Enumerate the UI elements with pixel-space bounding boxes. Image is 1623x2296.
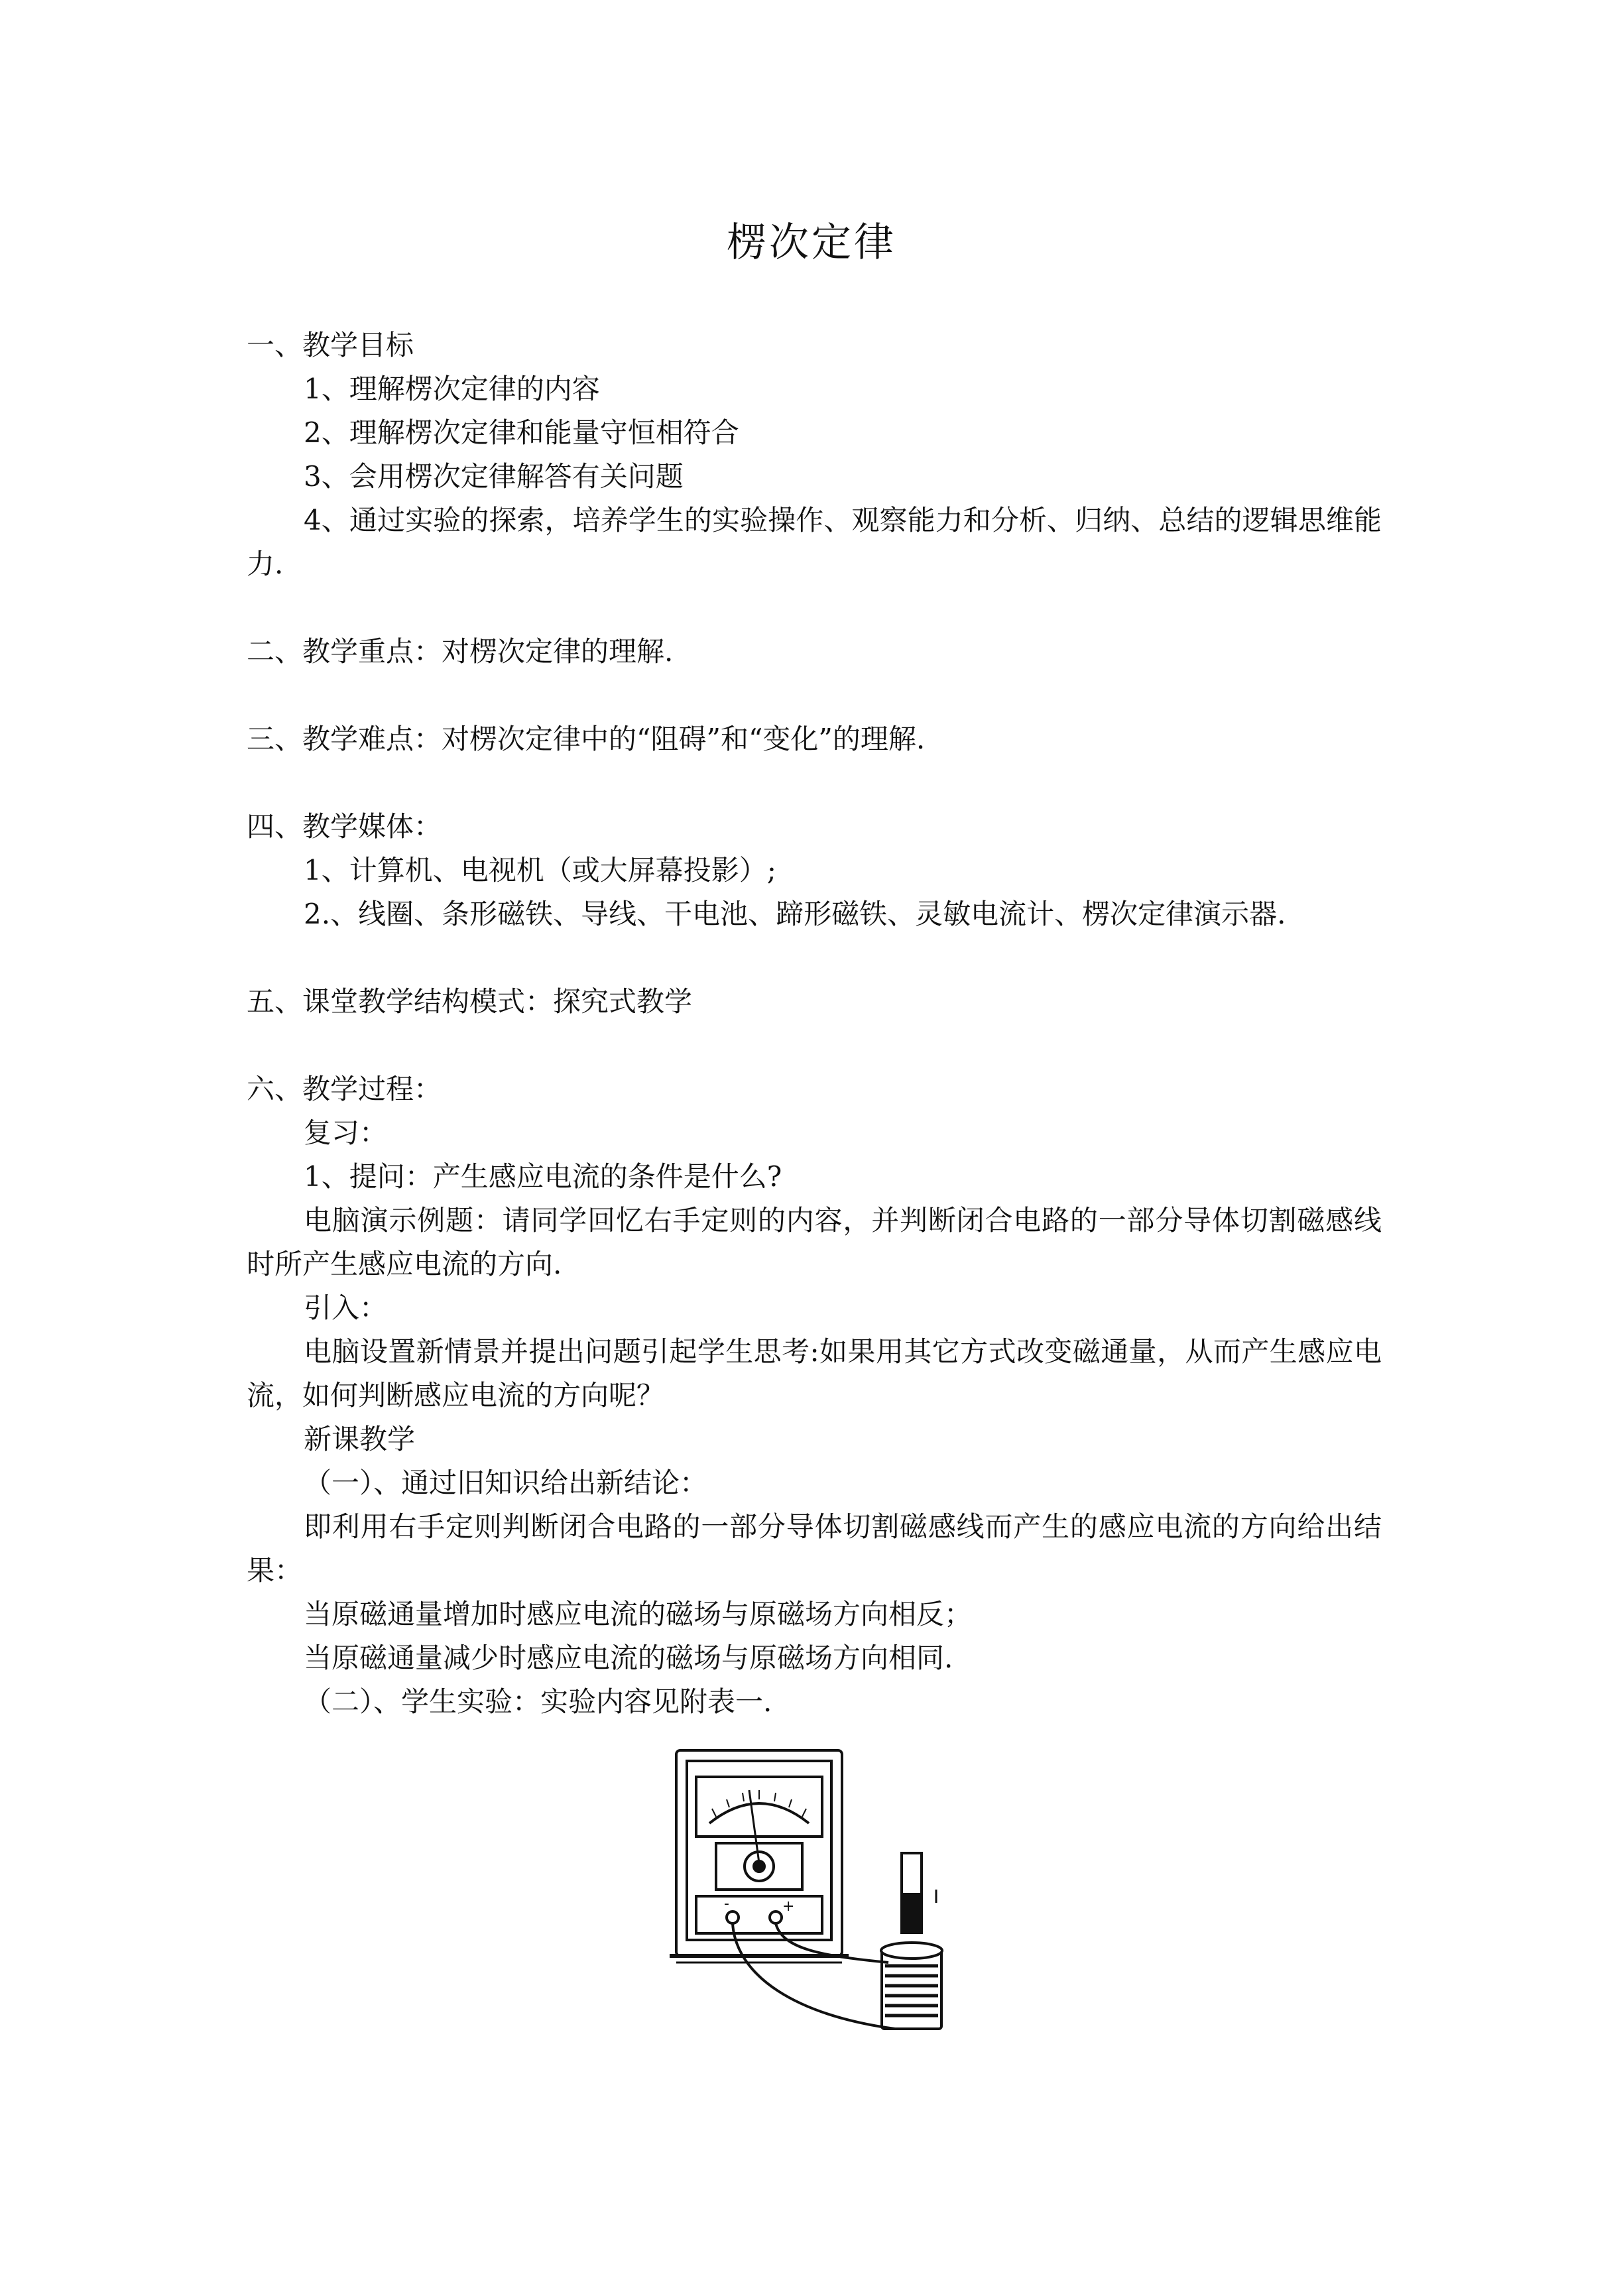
scale-window xyxy=(696,1777,822,1837)
page-title: 楞次定律 xyxy=(727,219,896,266)
terminal-minus-label: - xyxy=(724,1896,729,1912)
objective-3: 3、会用楞次定律解答有关问题 xyxy=(304,460,684,493)
terminal-minus xyxy=(727,1911,739,1923)
intro-text: 电脑设置新情景并提出问题引起学生思考:如果用其它方式改变磁通量，从而产生感应电流，如何判断感应电流的方向呢？ xyxy=(247,1335,1382,1412)
section-2-heading: 二、教学重点：对楞次定律的理解. xyxy=(247,635,674,668)
part-2-label: （二）、学生实验：实验内容见附表一. xyxy=(304,1685,772,1718)
scale-arc xyxy=(709,1803,809,1823)
section-1-heading: 一、教学目标 xyxy=(247,329,414,361)
part-1-text: 即利用右手定则判断闭合电路的一部分导体切割磁感线而产生的感应电流的方向给出结果： xyxy=(247,1510,1382,1587)
section-4-heading: 四、教学媒体： xyxy=(247,810,442,843)
review-label: 复习： xyxy=(304,1117,388,1149)
review-question: 1、提问：产生感应电流的条件是什么? xyxy=(304,1160,782,1193)
objective-2: 2、理解楞次定律和能量守恒相符合 xyxy=(304,416,739,449)
part-1-label: （一）、通过旧知识给出新结论： xyxy=(304,1467,708,1499)
terminal-panel xyxy=(696,1896,822,1933)
section-3-heading: 三、教学难点：对楞次定律中的“阻碍”和“变化”的理解. xyxy=(247,723,926,755)
objective-4: 4、通过实验的探索，培养学生的实验操作、观察能力和分析、归纳、总结的逻辑思维能力. xyxy=(247,504,1382,580)
intro-label: 引入： xyxy=(304,1292,388,1324)
result-1: 当原磁通量增加时感应电流的磁场与原磁场方向相反； xyxy=(304,1598,973,1630)
result-2: 当原磁通量减少时感应电流的磁场与原磁场方向相同. xyxy=(304,1642,953,1674)
document-body xyxy=(247,324,1382,1724)
section-6-heading: 六、教学过程： xyxy=(247,1073,442,1105)
terminal-plus-label: + xyxy=(782,1898,795,1915)
galvanometer-coil-figure xyxy=(650,1737,981,2055)
media-item-2: 2.、线圈、条形磁铁、导线、干电池、蹄形磁铁、灵敏电流计、楞次定律演示器. xyxy=(304,898,1286,930)
objective-1: 1、理解楞次定律的内容 xyxy=(304,373,600,405)
demo-example: 电脑演示例题：请同学回忆右手定则的内容，并判断闭合电路的一部分导体切割磁感线时所产生感应电流的方向. xyxy=(247,1204,1382,1280)
section-5-heading: 五、课堂教学结构模式：探究式教学 xyxy=(247,985,693,1018)
media-item-1: 1、计算机、电视机（或大屏幕投影）; xyxy=(304,854,776,886)
coil-windings xyxy=(885,1966,938,2016)
terminal-plus xyxy=(770,1911,782,1923)
new-lesson-label: 新课教学 xyxy=(304,1423,416,1455)
